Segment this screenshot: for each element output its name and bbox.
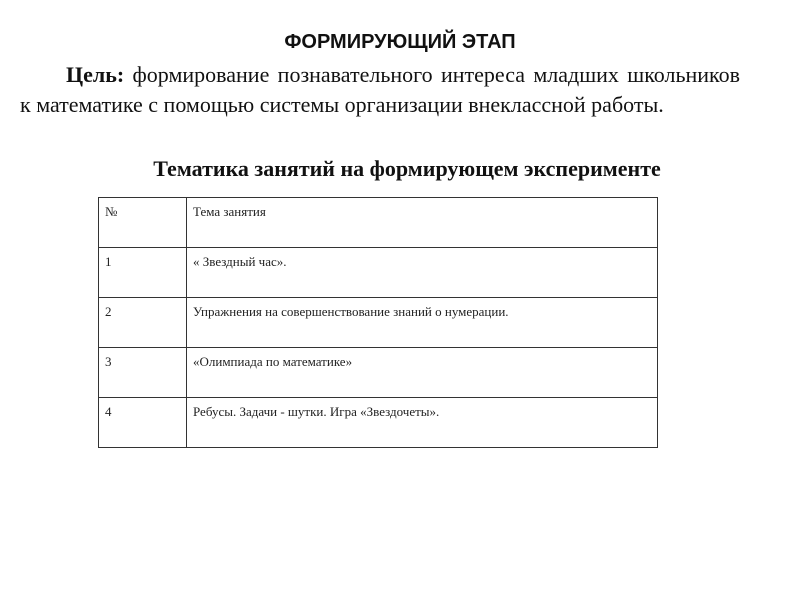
goal-paragraph [20,60,740,120]
goal-text: формирование познавательного интереса младших школьников к математике с помощью системы организации внеклассной работы. [20,62,741,117]
row-topic: Упражнения на совершенствование знаний о нумерации. [187,298,658,348]
table-title: Тематика занятий на формирующем эксперименте [153,156,661,181]
row-number: 1 [99,248,187,298]
row-topic: Ребусы. Задачи - шутки. Игра «Звездочеты». [187,398,658,448]
table-row [99,398,658,448]
header-topic: Тема занятия [187,198,658,248]
table-row [99,298,658,348]
header-number: № [99,198,187,248]
row-topic: «Олимпиада по математике» [187,348,658,398]
goal-label: Цель: [66,62,125,87]
row-number: 2 [99,298,187,348]
table-header-row [99,198,658,248]
table-row [99,348,658,398]
lessons-table [98,197,658,448]
row-topic: « Звездный час». [187,248,658,298]
row-number: 3 [99,348,187,398]
page-title: ФОРМИРУЮЩИЙ ЭТАП [284,31,516,53]
table-row [99,248,658,298]
row-number: 4 [99,398,187,448]
